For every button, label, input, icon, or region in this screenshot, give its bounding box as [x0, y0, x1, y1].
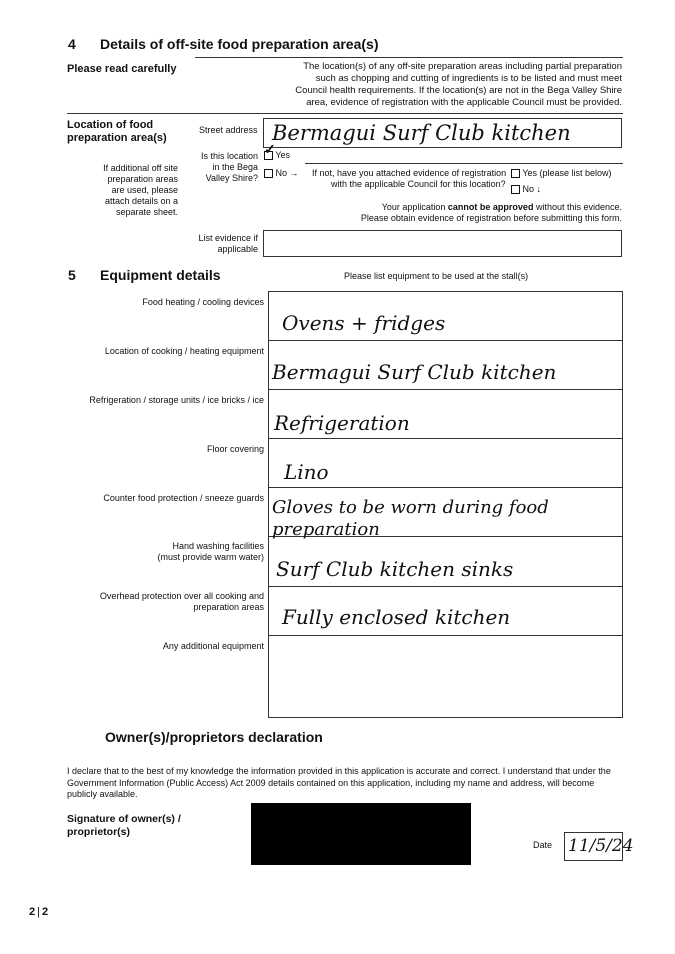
section-4-rule	[195, 57, 623, 58]
location-label: Location of food preparation area(s)	[67, 119, 167, 144]
declaration-title: Owner(s)/proprietors declaration	[105, 729, 323, 745]
notice-text: The location(s) of any off-site preparation areas including partial preparation such as chopping and cutting of ingredients is to be listed and must meet Council health requirements. If the location(s) are not in the Bega Valley Shire area, evidence of registration with the applicable Council must be provided.	[295, 61, 622, 108]
row-divider	[268, 635, 622, 636]
date-value: 11/5/24	[568, 836, 634, 856]
evidence-yes-checkbox[interactable]	[511, 169, 520, 178]
row-label-food-heating: Food heating / cooling devices	[142, 297, 264, 307]
yes-label: Yes	[275, 150, 291, 160]
check-mark-icon: ✓	[264, 141, 276, 158]
row-label-additional: Any additional equipment	[162, 641, 264, 651]
row-value-floor-covering[interactable]: Lino	[284, 460, 329, 484]
date-label: Date	[533, 840, 553, 850]
evidence-question: If not, have you attached evidence of registration with the applicable Council for this location?	[312, 168, 507, 189]
no-label: No →	[275, 168, 299, 178]
row-label-refrigeration: Refrigeration / storage units / ice bricks / ice	[89, 395, 264, 405]
section-5-title: Equipment details	[100, 267, 221, 283]
additional-note: If additional off site preparation areas are used, please attach details on a separate sheet.	[103, 163, 178, 217]
row-divider	[268, 438, 622, 439]
declaration-text: I declare that to the best of my knowledge the information provided in this application is accurate and correct. I understand that under the Government Information (Public Access) Act 2009 details contained on this application, including my name and address, will become publicly available.	[67, 766, 611, 799]
row-label-floor-covering: Floor covering	[206, 444, 264, 454]
list-evidence-field[interactable]	[263, 230, 622, 257]
page-number: 2 | 2	[29, 906, 49, 918]
signature-redacted-box[interactable]	[251, 803, 471, 865]
section-5-subtitle: Please list equipment to be used at the stall(s)	[344, 271, 529, 281]
date-field[interactable]	[564, 832, 634, 861]
yes-checkbox[interactable]	[264, 141, 276, 160]
street-address-label: Street address	[199, 125, 258, 135]
signature-label: Signature of owner(s) / proprietor(s)	[67, 813, 181, 838]
street-address-value: Bermagui Surf Club kitchen	[272, 121, 571, 145]
evidence-no-label: No ↓	[522, 184, 542, 194]
row-label-hand-washing: Hand washing facilities (must provide warm water)	[157, 541, 264, 562]
yes-option[interactable]	[264, 141, 291, 161]
row-divider	[268, 340, 622, 341]
row-value-counter-protection[interactable]: Gloves to be worn during food preparation	[272, 497, 549, 540]
section-5-number: 5	[68, 267, 76, 283]
evidence-no-option[interactable]	[511, 184, 541, 195]
evidence-no-checkbox[interactable]	[511, 185, 520, 194]
in-bega-question: Is this location in the Bega Valley Shire?	[200, 151, 258, 183]
row-divider	[268, 586, 622, 587]
street-address-field[interactable]	[263, 118, 622, 148]
list-evidence-label: List evidence if applicable	[198, 233, 258, 254]
section-4-number: 4	[68, 36, 76, 52]
read-carefully-label: Please read carefully	[67, 63, 177, 75]
row-label-counter-protection: Counter food protection / sneeze guards	[103, 493, 264, 503]
evidence-yes-label: Yes (please list below)	[522, 168, 612, 178]
no-option[interactable]	[264, 168, 299, 179]
row-label-overhead-protection: Overhead protection over all cooking and preparation areas	[99, 591, 264, 612]
row-divider	[268, 487, 622, 488]
row-value-cooking-location[interactable]: Bermagui Surf Club kitchen	[272, 360, 557, 384]
approval-note: Your application cannot be approved without this evidence. Please obtain evidence of registration before submitting this form.	[360, 202, 622, 223]
row-value-hand-washing[interactable]: Surf Club kitchen sinks	[276, 557, 514, 581]
row-value-refrigeration[interactable]: Refrigeration	[274, 411, 410, 435]
yes-line	[305, 163, 623, 164]
section-4-title: Details of off-site food preparation area(s)	[100, 36, 379, 52]
row-value-overhead-protection[interactable]: Fully enclosed kitchen	[282, 605, 511, 629]
row-value-food-heating[interactable]: Ovens + fridges	[282, 311, 446, 335]
no-checkbox[interactable]	[264, 169, 273, 178]
row-label-cooking-location: Location of cooking / heating equipment	[104, 346, 264, 356]
divider-1	[67, 113, 623, 114]
evidence-yes-option[interactable]	[511, 168, 612, 179]
row-divider	[268, 389, 622, 390]
